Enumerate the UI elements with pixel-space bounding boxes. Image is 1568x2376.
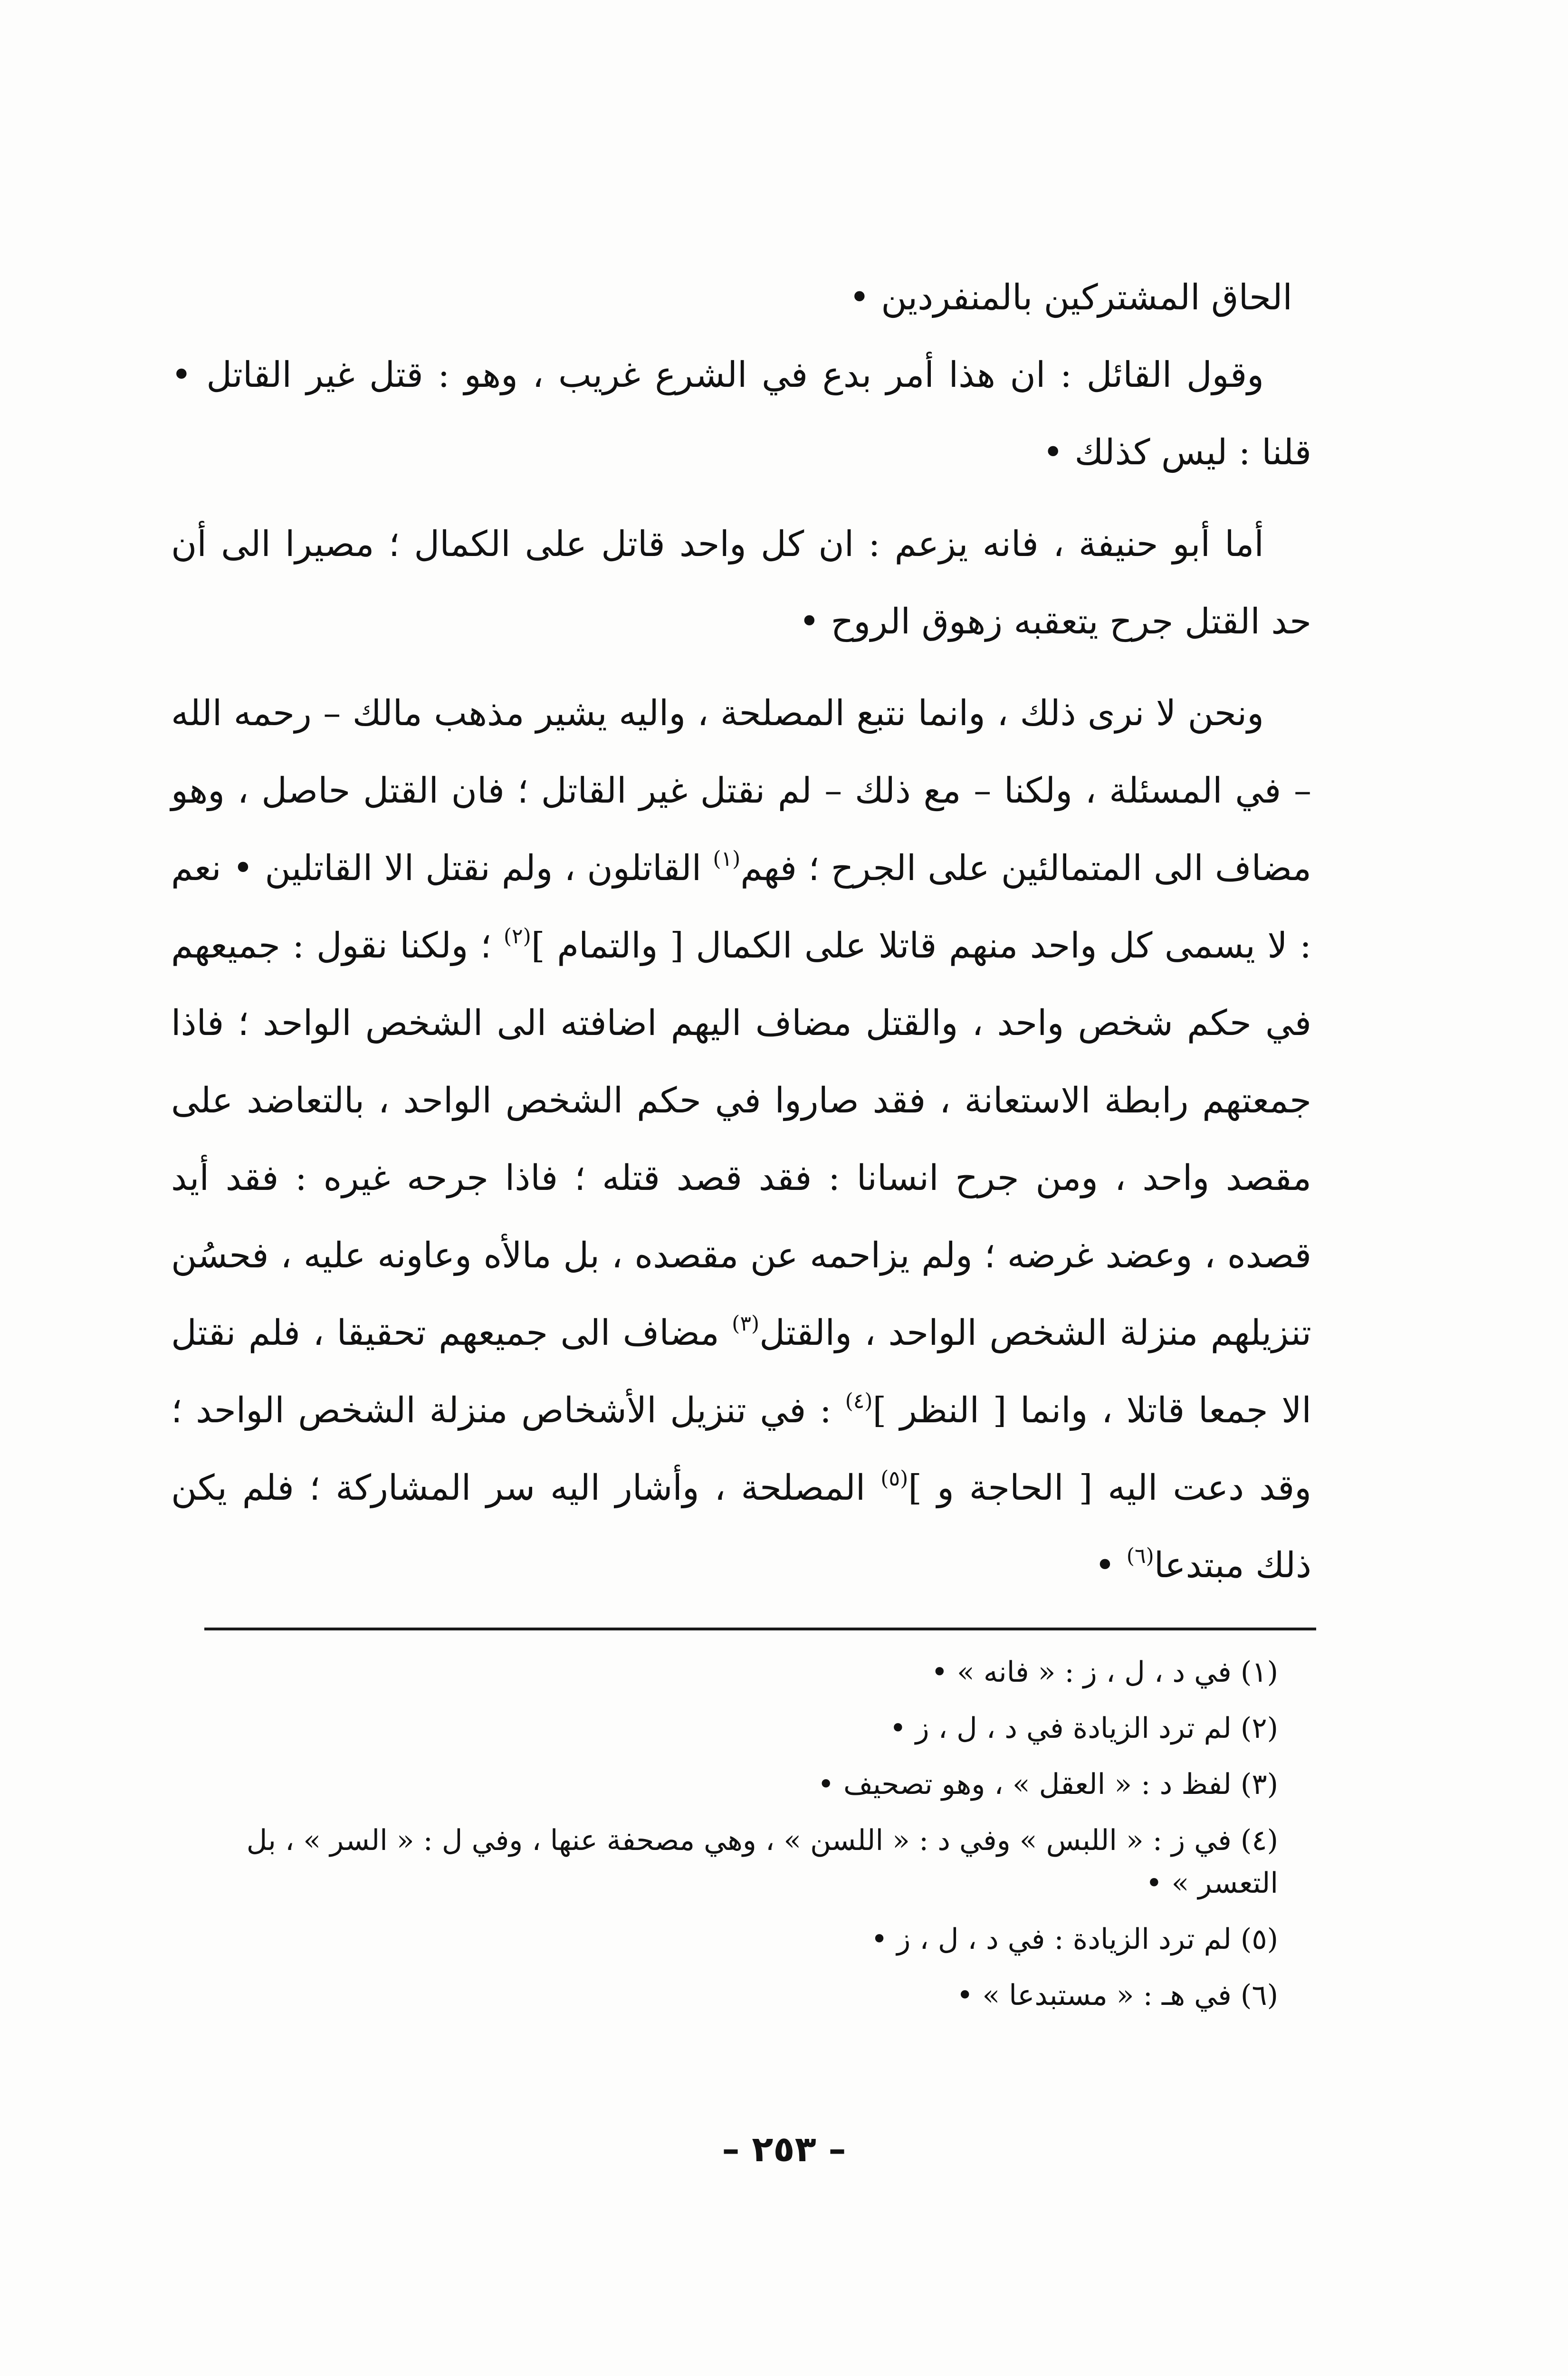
text-run: القاتلون ، ولم نقتل الا القاتلين • نعم : لا يسمى كل واحد منهم قاتلا على الكمال [ والتمام ] bbox=[171, 848, 1312, 966]
text-run: : في تنزيل الأشخاص منزلة الشخص الواحد ؛ وقد دعت اليه [ الحاجة و ] bbox=[171, 1390, 1311, 1508]
footnote-divider bbox=[204, 1628, 1316, 1630]
main-text bbox=[171, 259, 1311, 1604]
footnote: (٤) في ز : « اللبس » وفي د : « اللسن » ، وهي مصحفة عنها ، وفي ل : « السر » ، بل التعسر » • bbox=[246, 1824, 1278, 1900]
page-number: – ٢٥٣ – bbox=[722, 2129, 846, 2170]
footnote: (٢) لم ترد الزيادة في د ، ل ، ز • bbox=[889, 1712, 1278, 1745]
text-run: ونحن لا نرى ذلك ، وانما نتبع المصلحة ، واليه يشير مذهب مالك – رحمه الله – في المسئلة ، ولكنا – مع ذلك – لم نقتل غير القاتل ؛ فان القتل حاصل ، وهو مضاف الى المتمالئين على الجرح ؛ فهم bbox=[171, 693, 1311, 889]
footnote-ref: (٦) bbox=[1126, 1544, 1154, 1568]
footnotes bbox=[200, 1644, 1292, 2023]
text-run: ؛ ولكنا نقول : جميعهم في حكم شخص واحد ، والقتل مضاف اليهم اضافته الى الشخص الواحد ؛ فاذا جمعتهم رابطة الاستعانة ، فقد صاروا في حكم الشخص الواحد ، بالتعاضد على مقصد واحد ، ومن جرح انسانا : فقد قصد قتله ؛ فاذا جرحه غيره : فقد أيد قصده ، وعضد غرضه ؛ ولم يزاحمه عن مقصده ، بل مالأه وعاونه عليه ، فحسُن تنزيلهم منزلة الشخص الواحد ، والقتل bbox=[171, 925, 1312, 1353]
text-run: المصلحة ، وأشار اليه سر المشاركة ؛ فلم يكن ذلك مبتدعا bbox=[171, 1467, 1311, 1586]
footnote: (٦) في هـ : « مستبدعا » • bbox=[956, 1979, 1278, 2012]
paragraph bbox=[171, 675, 1311, 1604]
text-run: مضاف الى جميعهم تحقيقا ، فلم نقتل الا جمعا قاتلا ، وانما [ النظر ] bbox=[171, 1313, 1311, 1431]
footnote-ref: (٣) bbox=[732, 1312, 760, 1336]
paragraph: الحاق المشتركين بالمنفردين • bbox=[849, 277, 1292, 318]
text-run: • bbox=[1094, 1545, 1127, 1586]
footnote-ref: (٢) bbox=[503, 924, 531, 948]
paragraph: وقول القائل : ان هذا أمر بدع في الشرع غريب ، وهو : قتل غير القاتل • قلنا : ليس كذلك • bbox=[171, 354, 1311, 473]
footnote-ref: (٥) bbox=[880, 1466, 908, 1491]
footnote: (١) في د ، ل ، ز : « فانه » • bbox=[931, 1656, 1278, 1689]
paragraph: أما أبو حنيفة ، فانه يزعم : ان كل واحد قاتل على الكمال ؛ مصيرا الى أن حد القتل جرح يتعقبه زهوق الروح • bbox=[171, 524, 1311, 642]
footnote: (٣) لفظ د : « العقل » ، وهو تصحيف • bbox=[817, 1768, 1278, 1801]
footnote-ref: (١) bbox=[713, 847, 741, 871]
footnote-ref: (٤) bbox=[845, 1389, 873, 1413]
footnote: (٥) لم ترد الزيادة : في د ، ل ، ز • bbox=[870, 1923, 1278, 1956]
